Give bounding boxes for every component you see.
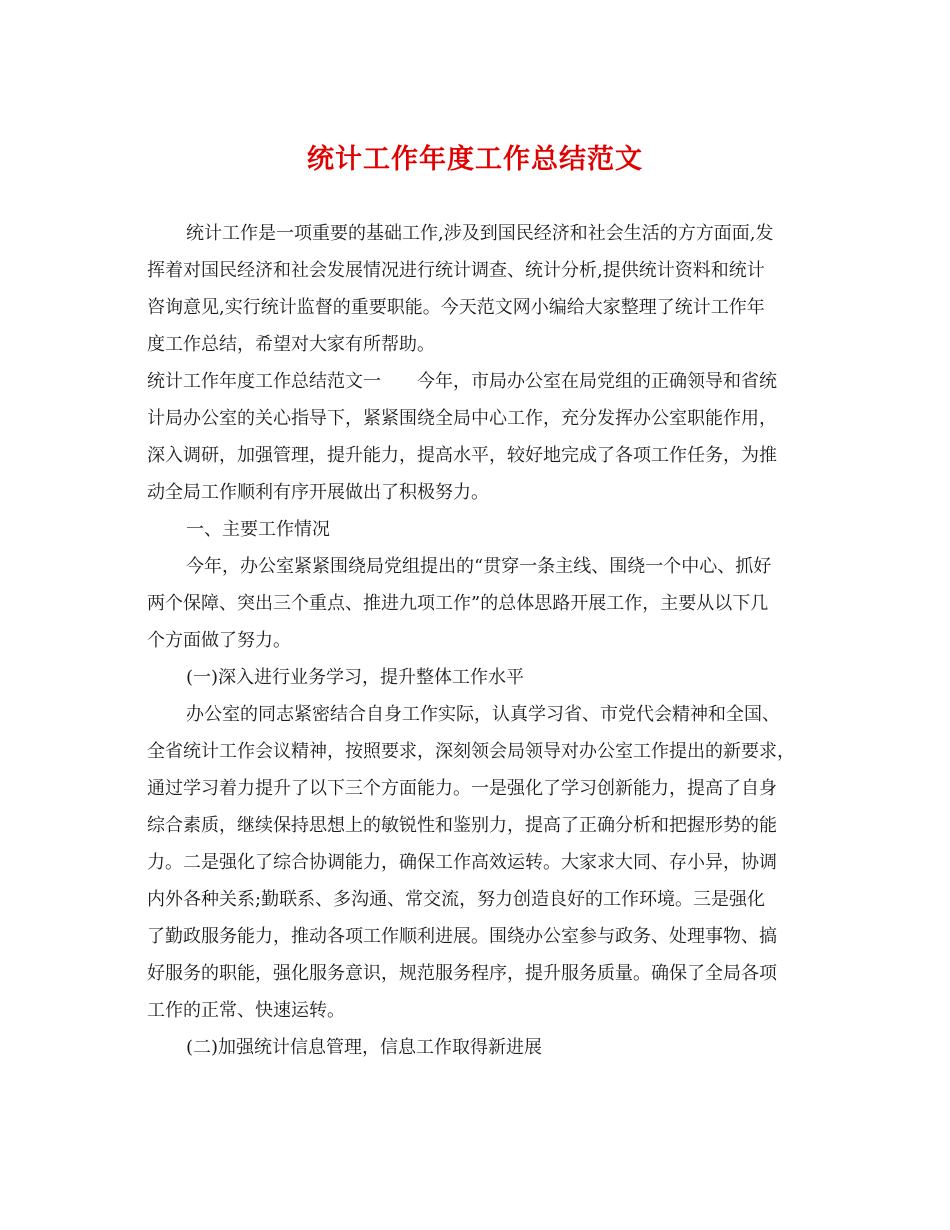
body-line: 统计工作年度工作总结范文一 今年，市局办公室在局党组的正确领导和省统: [147, 371, 777, 392]
body-line: 通过学习着力提升了以下三个方面能力。一是强化了学习创新能力，提高了自身: [147, 778, 777, 799]
body-line: 了勤政服务能力，推动各项工作顺利进展。围绕办公室参与政务、处理事物、搞: [147, 926, 777, 947]
body-line: 内外各种关系;勤联系、多沟通、常交流，努力创造良好的工作环境。三是强化: [147, 889, 766, 910]
body-line: 好服务的职能，强化服务意识，规范服务程序，提升服务质量。确保了全局各项: [147, 963, 777, 984]
body-line: 度工作总结，希望对大家有所帮助。: [147, 334, 435, 355]
body-line: 计局办公室的关心指导下，紧紧围绕全局中心工作，充分发挥办公室职能作用，: [147, 408, 777, 429]
body-line: 挥着对国民经济和社会发展情况进行统计调查、统计分析,提供统计资料和统计: [147, 260, 765, 281]
subsection-heading: (一)深入进行业务学习，提升整体工作水平: [186, 667, 525, 688]
body-line: 工作的正常、快速运转。: [147, 1000, 345, 1021]
body-line: 动全局工作顺利有序开展做出了积极努力。: [147, 482, 489, 503]
body-line: 个方面做了努力。: [147, 630, 291, 651]
body-line: 综合素质，继续保持思想上的敏锐性和鉴别力，提高了正确分析和把握形势的能: [147, 815, 777, 836]
body-line: 办公室的同志紧密结合自身工作实际，认真学习省、市党代会精神和全国、: [186, 704, 780, 725]
body-line: 深入调研，加强管理，提升能力，提高水平，较好地完成了各项工作任务，为推: [147, 445, 777, 466]
body-line: 两个保障、突出三个重点、推进九项工作”的总体思路开展工作，主要从以下几: [147, 593, 769, 614]
subsection-heading: (二)加强统计信息管理，信息工作取得新进展: [186, 1037, 543, 1058]
body-line: 今年，办公室紧紧围绕局党组提出的“贯穿一条主线、围绕一个中心、抓好: [186, 556, 772, 577]
body-line: 全省统计工作会议精神，按照要求，深刻领会局领导对办公室工作提出的新要求，: [147, 741, 795, 762]
document-title: 统计工作年度工作总结范文: [307, 144, 643, 175]
body-line: 咨询意见,实行统计监督的重要职能。今天范文网小编给大家整理了统计工作年: [147, 297, 765, 318]
body-line: 统计工作是一项重要的基础工作,涉及到国民经济和社会生活的方方面面,发: [186, 223, 774, 244]
section-heading: 一、主要工作情况: [186, 519, 330, 540]
body-line: 力。二是强化了综合协调能力，确保工作高效运转。大家求大同、存小异，协调: [147, 852, 777, 873]
